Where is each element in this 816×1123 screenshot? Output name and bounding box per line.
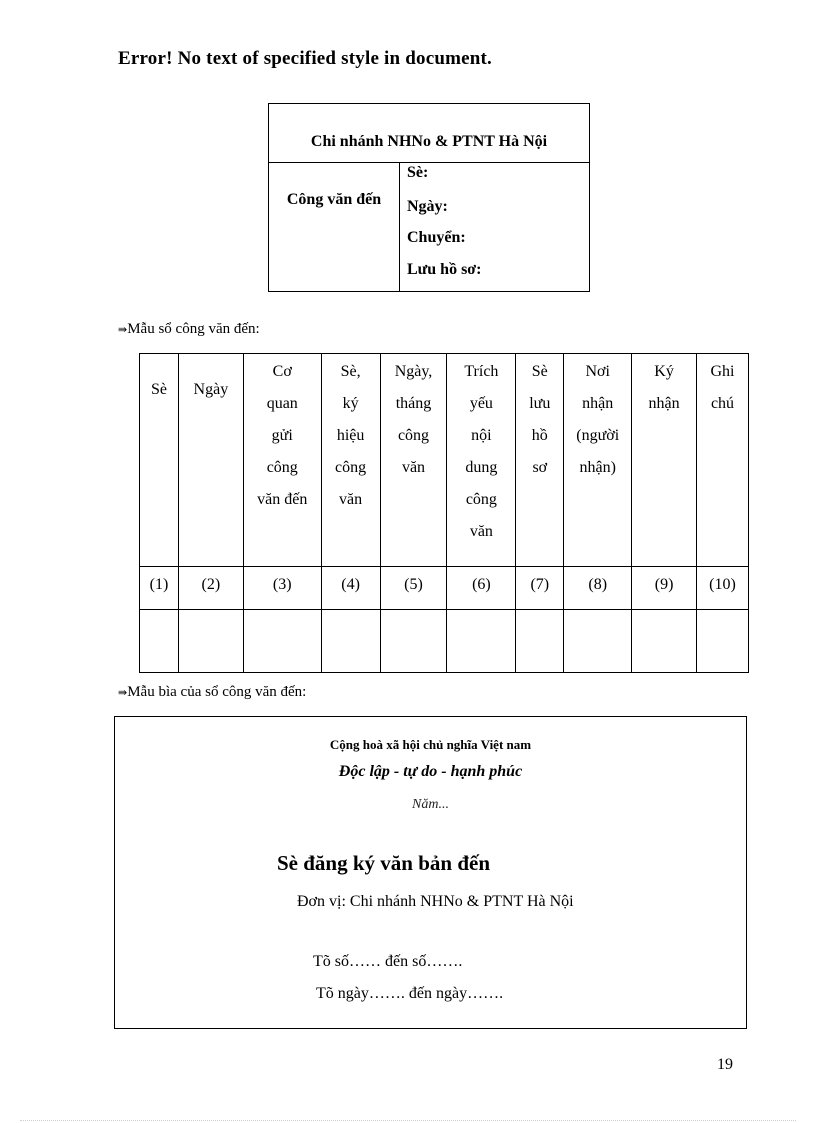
stamp-field-archive: Lưu hồ sơ: <box>407 261 482 278</box>
register-empty-cell <box>564 610 632 673</box>
register-empty-cell <box>243 610 321 673</box>
register-empty-cell <box>697 610 749 673</box>
register-empty-cell <box>321 610 380 673</box>
register-header-line: công <box>335 459 367 476</box>
register-header-line: nhận <box>582 395 614 412</box>
register-header-line: dung <box>465 459 498 476</box>
section-heading-cover <box>118 684 306 701</box>
register-number-cell: (8) <box>564 567 632 610</box>
register-number-cell: (2) <box>178 567 243 610</box>
register-header-line: văn <box>339 491 363 508</box>
register-header-cell <box>447 354 516 567</box>
section-label-register: Mẫu sổ công văn đến: <box>127 321 260 337</box>
register-header-line: văn đến <box>257 491 308 508</box>
register-empty-cell <box>140 610 179 673</box>
header-error-text: Error! No text of specified style in document. <box>118 48 493 69</box>
stamp-left-label: Công văn đến <box>269 163 400 291</box>
register-header-line: yếu <box>469 395 493 412</box>
register-header-line: công <box>465 491 497 508</box>
cover-nation-title: Cộng hoà xã hội chủ nghĩa Việt nam <box>329 737 532 752</box>
register-empty-cell <box>178 610 243 673</box>
register-number-cell: (3) <box>243 567 321 610</box>
cover-title: Sè đăng ký văn bản đến <box>277 851 491 875</box>
register-header-line: gửi <box>271 427 293 444</box>
double-arrow-icon: ⇛ <box>118 323 128 336</box>
incoming-stamp-box <box>268 103 590 292</box>
page-bottom-rule <box>20 1120 796 1121</box>
register-header-line: Sè <box>531 363 548 380</box>
register-header-cell <box>178 354 243 567</box>
register-header-cell <box>140 354 179 567</box>
register-header-line: Ngày <box>193 381 229 398</box>
cover-date-range: Tõ ngày……. đến ngày……. <box>316 985 504 1002</box>
register-empty-cell <box>632 610 697 673</box>
section-heading-register <box>118 321 260 338</box>
cover-number-range: Tõ số…… đến số……. <box>313 953 463 970</box>
register-empty-cell <box>447 610 516 673</box>
register-header-cell <box>697 354 749 567</box>
register-header-cell <box>516 354 564 567</box>
cover-year: Năm... <box>412 797 449 812</box>
register-empty-cell <box>516 610 564 673</box>
register-header-cell <box>632 354 697 567</box>
register-header-line: Sè, <box>340 363 361 380</box>
register-header-line: Ghi <box>710 363 735 380</box>
register-header-line: nhận <box>648 395 680 412</box>
register-header-line: Sè <box>150 381 167 398</box>
register-header-cell <box>380 354 447 567</box>
register-header-line: lưu <box>529 395 551 412</box>
register-header-line: (người <box>576 427 620 444</box>
page-number: 19 <box>717 1056 733 1073</box>
cover-unit: Đơn vị: Chi nhánh NHNo & PTNT Hà Nội <box>297 893 574 910</box>
register-header-cell <box>564 354 632 567</box>
register-header-line: chú <box>710 395 735 412</box>
register-header-line: văn <box>401 459 426 476</box>
register-number-cell: (1) <box>140 567 179 610</box>
register-header-line: hiệu <box>336 427 365 444</box>
stamp-title: Chi nhánh NHNo & PTNT Hà Nội <box>269 104 589 163</box>
register-header-line: Ký <box>654 363 674 380</box>
stamp-field-number: Sè: <box>407 164 429 181</box>
register-header-line: tháng <box>395 395 432 412</box>
register-header-cell <box>321 354 380 567</box>
register-table <box>139 353 749 673</box>
register-header-line: Ngày, <box>394 363 433 380</box>
register-number-cell: (7) <box>516 567 564 610</box>
cover-motto: Độc lập - tự do - hạnh phúc <box>338 763 523 780</box>
register-cover-box <box>114 716 747 1029</box>
register-number-cell: (5) <box>380 567 447 610</box>
register-header-line: nội <box>471 427 492 444</box>
register-header-cell <box>243 354 321 567</box>
register-header-line: Trích <box>464 363 499 380</box>
section-label-cover: Mẫu bìa của sổ công văn đến: <box>127 684 307 700</box>
register-header-line: Cơ <box>272 363 292 380</box>
register-number-cell: (9) <box>632 567 697 610</box>
register-empty-cell <box>380 610 447 673</box>
register-header-line: sơ <box>532 459 548 476</box>
register-number-cell: (6) <box>447 567 516 610</box>
double-arrow-icon: ⇛ <box>118 686 128 699</box>
stamp-field-date: Ngày: <box>407 198 448 215</box>
register-header-line: công <box>266 459 298 476</box>
stamp-field-forward: Chuyển: <box>407 229 466 246</box>
register-number-cell: (4) <box>321 567 380 610</box>
register-header-line: công <box>397 427 430 444</box>
register-header-line: hồ <box>531 427 548 444</box>
register-header-line: ký <box>342 395 359 412</box>
register-number-cell: (10) <box>697 567 749 610</box>
register-header-line: văn <box>469 523 493 540</box>
register-header-line: quan <box>266 395 298 412</box>
register-header-line: nhận) <box>579 459 616 476</box>
register-header-line: Nơi <box>585 363 610 380</box>
